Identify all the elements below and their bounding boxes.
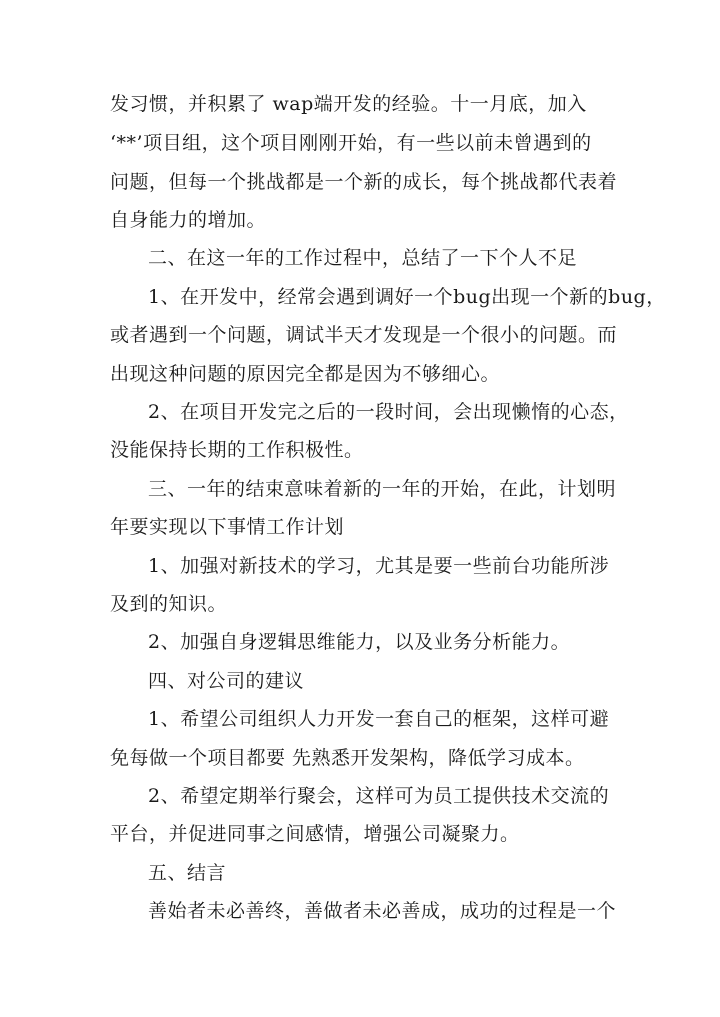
text-line: 或者遇到一个问题，调试半天才发现是一个很小的问题。而 [110, 324, 618, 346]
text-line: 2、加强自身逻辑思维能力，以及业务分析能力。 [148, 631, 571, 653]
text-line: 平台，并促进同事之间感情，增强公司凝聚力。 [110, 823, 520, 845]
text-line: 2、在项目开发完之后的一段时间，会出现懒惰的心态， [148, 401, 629, 423]
text-line: ‘**’项目组，这个项目刚刚开始，有一些以前未曾遇到的 [110, 132, 592, 154]
section-heading: 二、在这一年的工作过程中，总结了一下个人不足 [148, 247, 578, 269]
text-line: 年要实现以下事情工作计划 [110, 516, 345, 538]
text-line: 1、加强对新技术的学习，尤其是要一些前台功能所涉 [148, 555, 610, 577]
text-line: 发习惯，并积累了 wap端开发的经验。十一月底，加入 [110, 93, 587, 115]
text-line: 善始者未必善终，善做者未必善成，成功的过程是一个 [148, 900, 617, 922]
text-line: 出现这种问题的原因完全都是因为不够细心。 [110, 363, 501, 385]
text-line: 没能保持长期的工作积极性。 [110, 439, 364, 461]
text-line: 自身能力的增加。 [110, 209, 267, 231]
section-heading: 四、对公司的建议 [148, 670, 305, 692]
text-line: 1、在开发中，经常会遇到调好一个bug出现一个新的bug， [148, 286, 666, 308]
text-line: 问题，但每一个挑战都是一个新的成长，每个挑战都代表着 [110, 171, 618, 193]
text-line: 1、希望公司组织人力开发一套自己的框架，这样可避 [148, 708, 610, 730]
section-heading: 三、一年的结束意味着新的一年的开始，在此，计划明 [148, 478, 617, 500]
text-line: 免每做一个项目都要 先熟悉开发架构，降低学习成本。 [110, 747, 585, 769]
text-line: 及到的知识。 [110, 593, 228, 615]
section-heading: 五、结言 [148, 862, 227, 884]
text-line: 2、希望定期举行聚会，这样可为员工提供技术交流的 [148, 785, 610, 807]
